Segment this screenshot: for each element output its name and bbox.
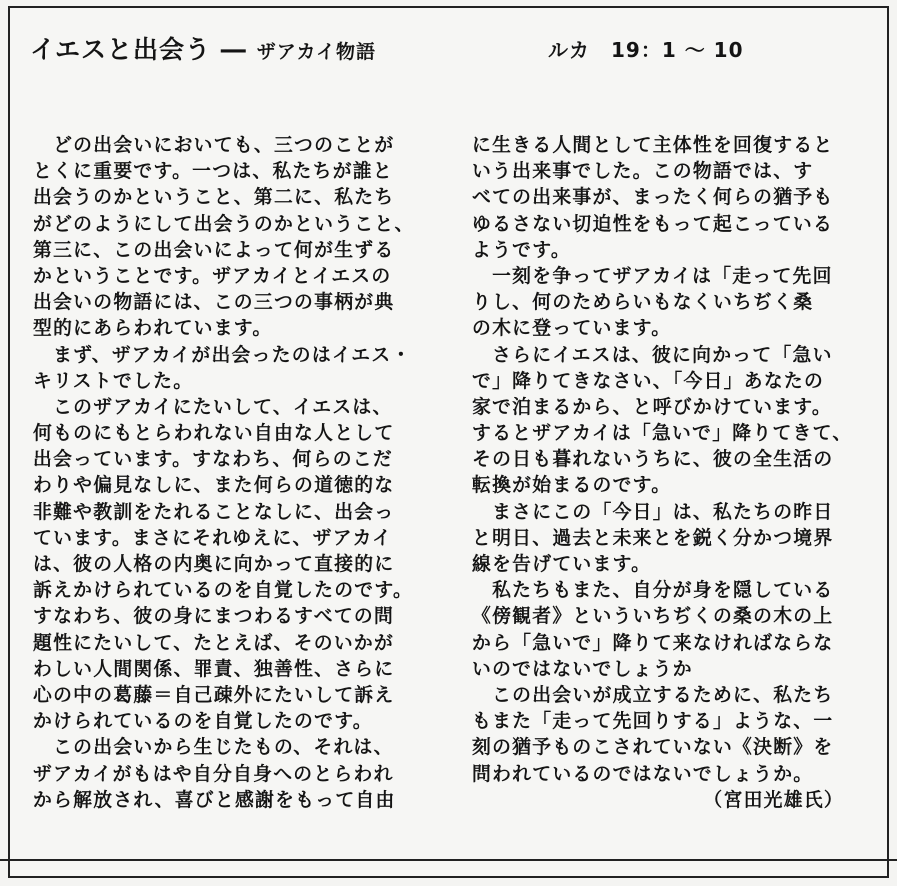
title-main: イエスと出会う ― (30, 35, 247, 64)
text-line: 問われているのではないでしょうか。 (472, 763, 814, 785)
text-line: この出会いから生じたもの、それは、 (33, 737, 394, 759)
text-line: 線を告げています。 (472, 554, 652, 575)
left-column-text (33, 133, 415, 814)
text-line: べての出来事が、まったく何らの猶予も (472, 187, 834, 209)
text-line: ています。まさにそれゆえに、ザアカイ (33, 527, 393, 549)
text-line: 一刻を争ってザアカイは「走って先回 (472, 265, 833, 287)
text-line: もまた「走って先回りする」ような、一 (472, 711, 834, 733)
text-line: と明日、過去と未来とを鋭く分かつ境界 (472, 527, 834, 549)
scripture-reference: ルカ 19：1 ～ 10 (548, 38, 744, 62)
text-line: ザアカイがもはや自分自身へのとらわれ (33, 763, 394, 785)
text-line: すなわち、彼の身にまつわるすべての問 (33, 606, 395, 628)
text-line: この出会いが成立するために、私たち (472, 684, 834, 706)
text-line: の木に登っています。 (472, 318, 672, 340)
text-line: 型的にあらわれています。 (33, 318, 273, 340)
title-subtitle: ザアカイ物語 (256, 41, 376, 63)
text-line: 転換が始まるのです。 (472, 475, 672, 497)
text-line: 刻の猶予ものこされていない《決断》を (472, 737, 834, 759)
text-line: がどのようにして出会うのかということ、 (33, 213, 415, 235)
text-line: 心の中の葛藤＝自己疎外にたいして訴え (33, 684, 395, 706)
article-title (30, 30, 376, 66)
text-line: わりや偏見なしに、また何らの道徳的な (33, 475, 395, 497)
text-line: かけられているのを自覚したのです。 (33, 711, 373, 733)
text-line: 何ものにもとらわれない自由な人として (33, 423, 395, 445)
text-line: 非難や教訓をたれることなしに、出会っ (33, 501, 395, 523)
text-line: りし、何のためらいもなくいちぢく桑 (472, 292, 814, 314)
text-line: 出会っています。すなわち、何らのこだ (33, 449, 393, 471)
text-line: 題性にたいして、たとえば、そのいかが (33, 632, 395, 654)
text-line: かということです。ザアカイとイエスの (33, 265, 392, 287)
text-line: まず、ザアカイが出会ったのはイエス・ (33, 344, 412, 366)
text-line: わしい人間関係、罪責、独善性、さらに (33, 658, 395, 680)
text-line: ようです。 (472, 239, 571, 261)
bottom-rule (0, 859, 897, 861)
text-line: するとザアカイは「急いで」降りてきて、 (472, 423, 853, 445)
text-line: 出会うのかということ、第二に、私たち (33, 187, 395, 209)
text-line: とくに重要です。一つは、私たちが誰と (33, 161, 393, 183)
text-line: いう出来事でした。この物語では、す (472, 161, 814, 183)
text-line: は、彼の人格の内奥に向かって直接的に (33, 554, 395, 575)
text-line: まさにこの「今日」は、私たちの昨日 (472, 501, 834, 523)
text-line: どの出会いにおいても、三つのことが (33, 135, 395, 156)
text-line: さらにイエスは、彼に向かって「急い (472, 344, 833, 366)
text-line: 出会いの物語には、この三つの事柄が典 (33, 292, 395, 314)
text-line: 私たちもまた、自分が身を隠している (472, 580, 834, 602)
text-line: から解放され、喜びと感謝をもって自由 (33, 789, 396, 811)
text-line: から「急いで」降りて来なければならな (472, 632, 834, 654)
text-line: 《傍観者》といういちぢくの桑の木の上 (472, 606, 834, 628)
right-column-text (472, 133, 852, 814)
text-line: 第三に、この出会いによって何が生ずる (33, 239, 395, 261)
text-line: その日も暮れないうちに、彼の全生活の (472, 449, 834, 471)
text-line: に生きる人間として主体性を回復すると (472, 135, 834, 156)
text-line: キリストでした。 (33, 370, 194, 392)
author-signature: （宮田光雄氏） (703, 789, 844, 811)
text-line: このザアカイにたいして、イエスは、 (33, 396, 393, 418)
text-line: ゆるさない切迫性をもって起こっている (472, 213, 834, 235)
text-line: 訴えかけられているのを自覚したのです。 (33, 580, 414, 602)
text-line: で」降りてきなさい、「今日」あなたの (472, 370, 825, 392)
text-line: 家で泊まるから、と呼びかけています。 (472, 396, 832, 418)
text-line: いのではないでしょうか (472, 658, 693, 680)
